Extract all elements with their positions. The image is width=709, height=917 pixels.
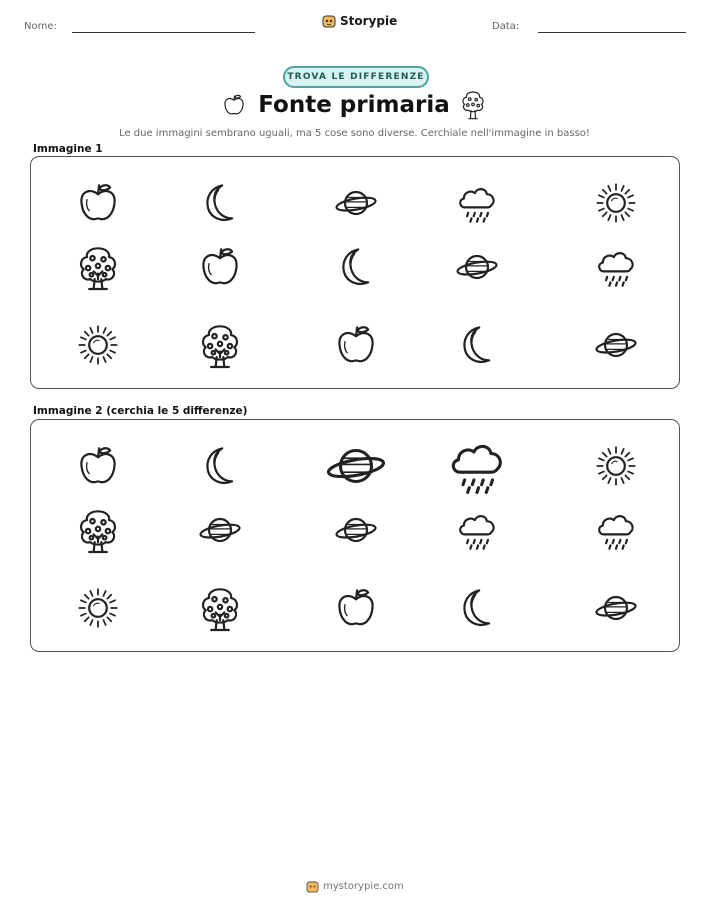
activity-badge: TROVA LE DIFFERENZE [283,66,429,88]
name-line[interactable] [72,32,255,33]
moon-icon[interactable] [328,239,384,295]
storypie-mascot-icon [306,880,319,893]
image2-grid [31,420,679,651]
brand-logo [322,14,397,28]
planet-icon[interactable] [328,438,384,494]
rain-cloud-icon[interactable] [588,502,644,558]
name-label: Nome: [24,21,57,32]
footer [306,880,404,893]
date-line[interactable] [538,32,686,33]
tree-icon[interactable] [192,580,248,636]
instructions: Le due immagini sembrano uguali, ma 5 cose sono diverse. Cerchiale nell'immagine in basso! [119,128,590,139]
apple-icon[interactable] [328,317,384,373]
sun-icon[interactable] [70,317,126,373]
apple-icon[interactable] [192,239,248,295]
apple-icon[interactable] [70,438,126,494]
rain-cloud-icon[interactable] [449,502,505,558]
brand-name: Storypie [340,14,398,28]
moon-icon[interactable] [192,175,248,231]
image1-grid [31,157,679,388]
date-label: Data: [492,21,520,32]
tree-icon[interactable] [192,317,248,373]
moon-icon[interactable] [192,438,248,494]
tree-title-icon [460,90,486,124]
footer-url: mystorypie.com [323,881,404,892]
apple-title-icon [222,92,246,122]
apple-icon[interactable] [328,580,384,636]
storypie-mascot-icon [322,14,336,28]
sun-icon[interactable] [588,175,644,231]
planet-icon[interactable] [328,175,384,231]
moon-icon[interactable] [449,317,505,373]
sun-icon[interactable] [70,580,126,636]
image2-panel[interactable] [30,419,680,652]
rain-cloud-icon[interactable] [588,239,644,295]
tree-icon[interactable] [70,502,126,558]
image2-label: Immagine 2 (cerchia le 5 differenze) [33,405,248,417]
moon-icon[interactable] [449,580,505,636]
rain-cloud-icon[interactable] [449,175,505,231]
planet-icon[interactable] [449,239,505,295]
apple-icon[interactable] [70,175,126,231]
planet-icon[interactable] [192,502,248,558]
sun-icon[interactable] [588,438,644,494]
page-title: Fonte primaria [258,92,450,118]
rain-cloud-icon[interactable] [449,438,505,494]
planet-icon[interactable] [588,317,644,373]
image1-label: Immagine 1 [33,143,103,155]
image1-panel [30,156,680,389]
planet-icon[interactable] [588,580,644,636]
planet-icon[interactable] [328,502,384,558]
tree-icon[interactable] [70,239,126,295]
